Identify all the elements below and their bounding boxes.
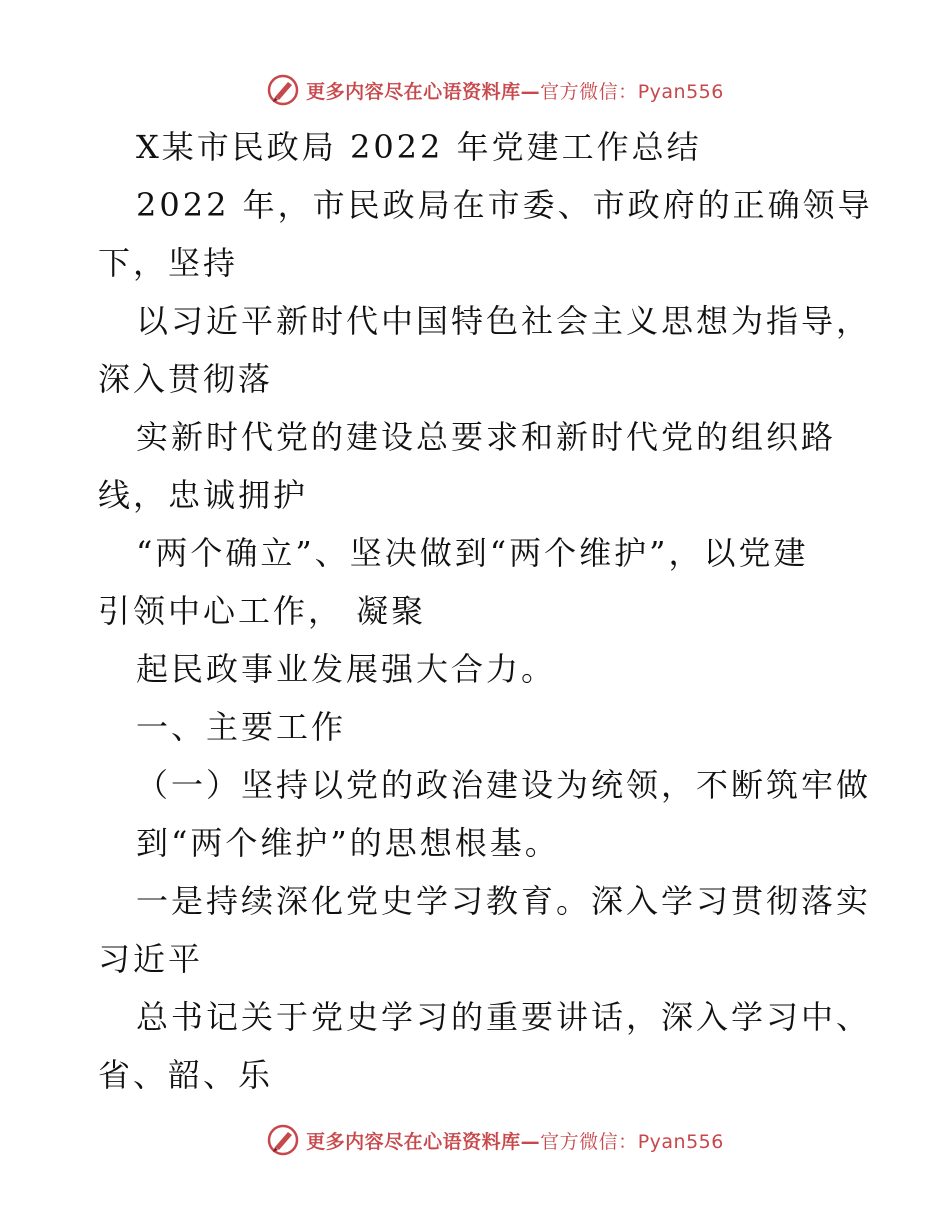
document-body [98, 118, 873, 1104]
watermark-text [306, 77, 724, 104]
document-title: X某市民政局 2022 年党建工作总结 [136, 128, 702, 166]
watermark-banner-top [0, 70, 950, 110]
pen-logo-icon [266, 73, 300, 107]
watermark-site-name: 更多内容尽在心语资料库 [306, 1130, 521, 1153]
paragraph-line: 一是持续深化党史学习教育。深入学习贯彻落实 [136, 882, 872, 920]
paragraph-line: 总书记关于党史学习的重要讲话，深入学习中、 [136, 998, 872, 1036]
paragraph-line: 省、韶、乐 [98, 1056, 274, 1094]
paragraph-line: 线，忠诚拥护 [98, 476, 309, 514]
watermark-wechat-id: Pyan556 [637, 1130, 724, 1153]
watermark-content [266, 1123, 724, 1157]
subsection-heading: （一）坚持以党的政治建设为统领，不断筑牢做 [136, 766, 872, 804]
paragraph-line: 下，坚持 [98, 244, 239, 282]
paragraph-line: 引领中心工作， 凝聚 [98, 592, 427, 630]
paragraph-line: 习近平 [98, 940, 204, 978]
watermark-dash: — [520, 1130, 541, 1153]
watermark-dash: — [520, 80, 541, 103]
paragraph-line: 以习近平新时代中国特色社会主义思想为指导， [136, 302, 872, 340]
watermark-text [306, 1127, 724, 1154]
section-heading: 一、主要工作 [136, 708, 347, 746]
watermark-wechat-label: 官方微信： [540, 1130, 638, 1153]
watermark-wechat-label: 官方微信： [540, 80, 638, 103]
paragraph-line: 起民政事业发展强大合力。 [136, 650, 557, 688]
paragraph-line: 深入贯彻落 [98, 360, 274, 398]
paragraph-line: “两个确立”、坚决做到“两个维护”，以党建 [136, 534, 809, 572]
watermark-site-name: 更多内容尽在心语资料库 [306, 80, 521, 103]
paragraph-line: 实新时代党的建设总要求和新时代党的组织路 [136, 418, 837, 456]
watermark-wechat-id: Pyan556 [637, 80, 724, 103]
watermark-banner-bottom [0, 1120, 950, 1160]
watermark-content [266, 73, 724, 107]
pen-logo-icon [266, 1123, 300, 1157]
subsection-heading-cont: 到“两个维护”的思想根基。 [136, 824, 560, 862]
paragraph-line: 2022 年，市民政局在市委、市政府的正确领导 [136, 186, 873, 224]
